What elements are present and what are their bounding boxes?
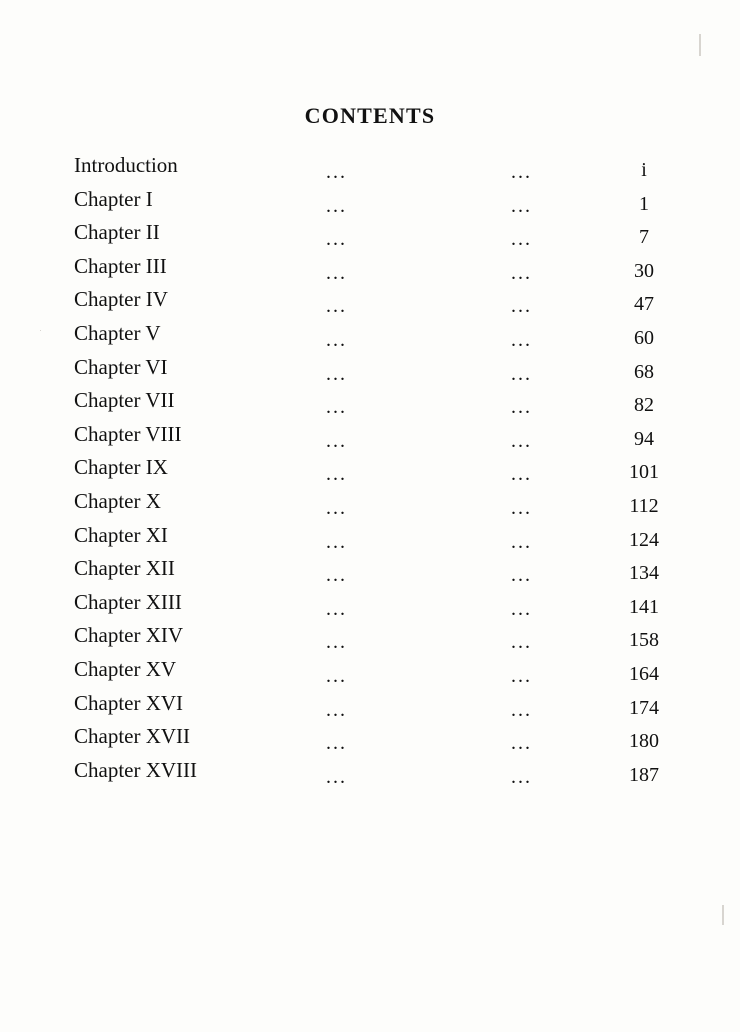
toc-entry[interactable] [74,454,674,488]
toc-entry-label: Chapter XIII [74,589,182,614]
toc-entry[interactable] [74,757,674,791]
toc-leader-dots: ... [326,328,347,351]
toc-entry-label: Chapter XVI [74,690,184,715]
toc-leader-dots: ... [511,328,532,351]
toc-entry-page-number: 68 [634,360,654,383]
toc-entry-label: Chapter VII [74,388,175,413]
toc-leader-dots: ... [511,463,532,486]
toc-entry[interactable] [74,589,674,623]
toc-entry-page-number: 134 [629,562,659,585]
toc-leader-dots: ... [326,597,347,620]
toc-entry[interactable] [74,421,674,455]
toc-entry-page-number: 47 [634,293,654,316]
page-title: CONTENTS [304,103,436,128]
toc-leader-dots: ... [511,295,532,318]
toc-leader-dots: ... [511,765,532,788]
scan-artifact [699,34,701,56]
toc-entry[interactable] [74,723,674,757]
toc-entry[interactable] [74,186,674,220]
toc-entry-page-number: 82 [634,394,654,417]
toc-entry-label: Chapter XV [74,656,177,681]
toc-entry-page-number: 101 [629,461,659,484]
toc-leader-dots: ... [511,564,532,587]
toc-leader-dots: ... [326,530,347,553]
toc-leader-dots: ... [511,597,532,620]
toc-leader-dots: ... [326,463,347,486]
toc-entry-label: Introduction [74,153,178,177]
toc-entry-page-number: 174 [629,696,659,719]
toc-entry[interactable] [74,320,674,354]
toc-entry[interactable] [74,555,674,589]
toc-entry-label: Chapter IX [74,455,168,480]
scan-artifact [722,905,724,925]
toc-entry[interactable] [74,219,674,253]
toc-entry-label: Chapter IV [74,287,168,312]
toc-leader-dots: ... [511,664,532,687]
toc-leader-dots: ... [511,396,532,419]
toc-leader-dots: ... [326,362,347,385]
toc-entry-page-number: 124 [629,528,659,551]
toc-leader-dots: ... [326,664,347,687]
toc-leader-dots: ... [511,530,532,553]
toc-entry-label: Chapter III [74,253,167,278]
toc-entry-label: Chapter VI [74,354,168,379]
toc-leader-dots: ... [326,631,347,654]
toc-entry[interactable] [74,152,674,186]
toc-leader-dots: ... [511,161,532,183]
toc-entry-label: Chapter XI [74,522,168,547]
toc-entry[interactable] [74,286,674,320]
toc-entry-label: Chapter XII [74,556,175,581]
toc-entry-page-number: 141 [629,595,659,618]
toc-leader-dots: ... [326,261,347,284]
toc-entry-label: Chapter II [74,220,160,245]
toc-leader-dots: ... [511,228,532,251]
toc-leader-dots: ... [326,732,347,755]
table-of-contents [74,152,674,790]
toc-leader-dots: ... [326,698,347,721]
toc-entry-label: Chapter I [74,186,153,211]
toc-entry[interactable] [74,387,674,421]
toc-leader-dots: ... [511,698,532,721]
toc-leader-dots: ... [511,429,532,452]
toc-leader-dots: ... [511,496,532,519]
toc-entry-label: Chapter VIII [74,421,182,446]
toc-entry[interactable] [74,690,674,724]
toc-leader-dots: ... [511,261,532,284]
toc-leader-dots: ... [511,631,532,654]
toc-leader-dots: ... [326,295,347,318]
toc-leader-dots: ... [511,732,532,755]
toc-entry-page-number: 187 [629,763,659,786]
toc-leader-dots: ... [326,228,347,251]
toc-leader-dots: ... [326,396,347,419]
toc-entry-page-number: 94 [634,427,654,450]
toc-entry[interactable] [74,622,674,656]
toc-entry-page-number: 60 [634,326,654,349]
toc-leader-dots: ... [511,194,532,217]
toc-leader-dots: ... [326,194,347,217]
scan-artifact [40,330,41,331]
toc-entry-page-number: 180 [629,730,659,753]
toc-leader-dots: ... [326,496,347,519]
toc-entry[interactable] [74,354,674,388]
toc-entry[interactable] [74,488,674,522]
toc-entry[interactable] [74,253,674,287]
toc-entry-page-number: 112 [629,494,659,517]
toc-entry-page-number: 7 [639,226,649,249]
toc-leader-dots: ... [326,564,347,587]
toc-leader-dots: ... [326,161,347,183]
toc-entry-label: Chapter XIV [74,623,184,648]
toc-entry[interactable] [74,522,674,556]
toc-entry-label: Chapter XVII [74,724,191,749]
toc-entry-page-number: 30 [634,259,654,282]
toc-entry[interactable] [74,656,674,690]
toc-leader-dots: ... [326,765,347,788]
toc-entry-label: Chapter XVIII [74,757,198,782]
toc-entry-label: Chapter X [74,488,161,513]
toc-entry-page-number: 1 [639,192,649,215]
toc-leader-dots: ... [326,429,347,452]
toc-entry-page-number: i [641,159,647,181]
toc-entry-page-number: 158 [629,629,659,652]
toc-entry-label: Chapter V [74,320,161,345]
toc-entry-page-number: 164 [629,662,659,685]
toc-leader-dots: ... [511,362,532,385]
